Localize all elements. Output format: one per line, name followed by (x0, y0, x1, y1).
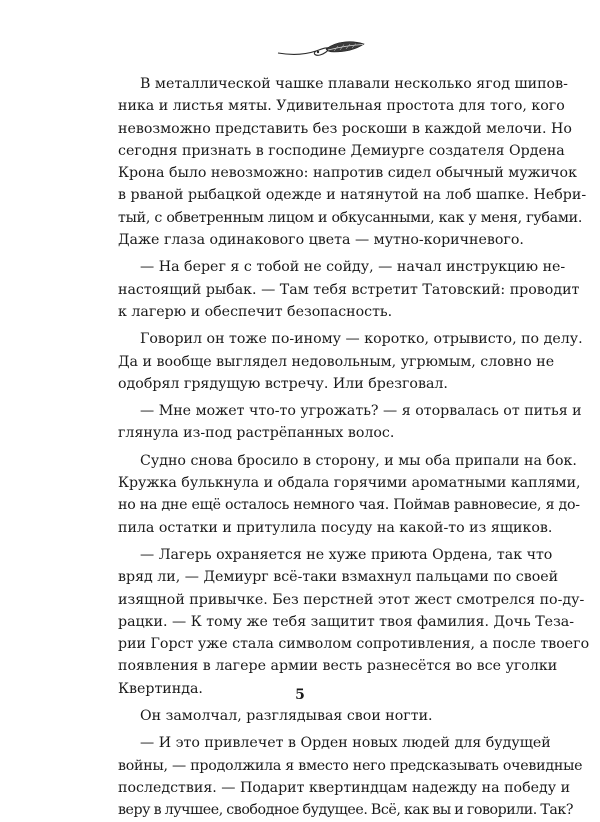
paragraph-2 (118, 256, 580, 323)
text-line: ника и листья мяты. Удивительная простота для того, кого (118, 98, 565, 115)
text-line: Квертинда. (118, 680, 203, 697)
text-line: сегодня признать в господине Демиурге создателя Ордена (118, 142, 565, 159)
paragraph-8 (118, 732, 583, 821)
text-line: войны, — продолжила я вместо него предсказывать очевидные (118, 757, 583, 774)
text-line: глянула из-под растрёпанных волос. (118, 425, 395, 442)
paragraph-4 (118, 400, 582, 445)
text-line: вряд ли, — Демиург всё-таки взмахнул пальцами по своей (118, 569, 559, 586)
text-line: последствия. — Подарит квертиндцам надежду на победу и (118, 779, 571, 796)
text-line: В металлической чашке плавали несколько ягод шипов- (140, 76, 568, 92)
paragraph-5 (118, 450, 581, 539)
paragraph-6 (118, 544, 590, 700)
text-line: — И это привлечет в Орден новых людей для будущей (140, 735, 551, 752)
text-line: невозможно представить без роскоши в каждой мелочи. Но (118, 120, 572, 137)
text-line: тый, с обветренным лицом и обкусанными, как у меня, губами. (118, 209, 583, 226)
text-line: пила остатки и притулила посуду на какой-то из ящиков. (118, 519, 553, 536)
paragraph-7 (118, 705, 506, 727)
text-line: изящной привычке. Без перстней этот жест смотрелся по-ду- (118, 591, 585, 608)
text-line: — Мне может что-то угрожать? — я оторвалась от питья и (140, 403, 582, 420)
text-line: — Лагерь охраняется не хуже приюта Ордена, так что (140, 546, 553, 563)
quill-ornament-icon (276, 38, 368, 60)
text-line: Крона было невозможно: напротив сидел обычный мужичок (118, 165, 577, 182)
text-line: — На берег я с тобой не сойду, — начал инструкцию не- (140, 259, 566, 276)
text-line: но на дне ещё осталось немного чая. Поймав равновесие, я до- (118, 497, 580, 514)
body-text (118, 73, 590, 822)
text-line: одобрял грядущую встречу. Или брезговал. (118, 375, 448, 392)
text-line: веру в лучшее, свободное будущее. Всё, как вы и говорили. Так? (118, 802, 574, 819)
text-line: рацки. — К тому же тебя защитит твоя фамилия. Дочь Теза- (118, 613, 575, 630)
paragraph-3 (118, 328, 583, 395)
text-line: появления в лагере армии весть разнесётся во все уголки (118, 658, 558, 675)
text-line: Судно снова бросило в сторону, и мы оба припали на бок. (140, 452, 577, 469)
text-line: в рваной рыбацкой одежде и натянутой на лоб шапке. Небри- (118, 187, 587, 204)
text-line: Говорил он тоже по-иному — коротко, отрывисто, по делу. (140, 331, 583, 348)
text-line: Даже глаза одинакового цвета — мутно-коричневого. (118, 232, 524, 249)
text-line: к лагерю и обеспечит безопасность. (118, 303, 393, 320)
text-line: рии Горст уже стала символом сопротивления, а после твоего (118, 636, 590, 653)
text-line: Кружка булькнула и обдала горячими ароматными каплями, (118, 475, 581, 492)
paragraph-1 (118, 73, 587, 251)
text-line: Да и вообще выглядел недовольным, угрюмым, словно не (118, 353, 555, 370)
text-line: Он замолчал, разглядывая свои ногти. (140, 708, 433, 725)
page-number: 5 (295, 687, 305, 703)
text-line: настоящий рыбак. — Там тебя встретит Татовский: проводит (118, 281, 580, 298)
